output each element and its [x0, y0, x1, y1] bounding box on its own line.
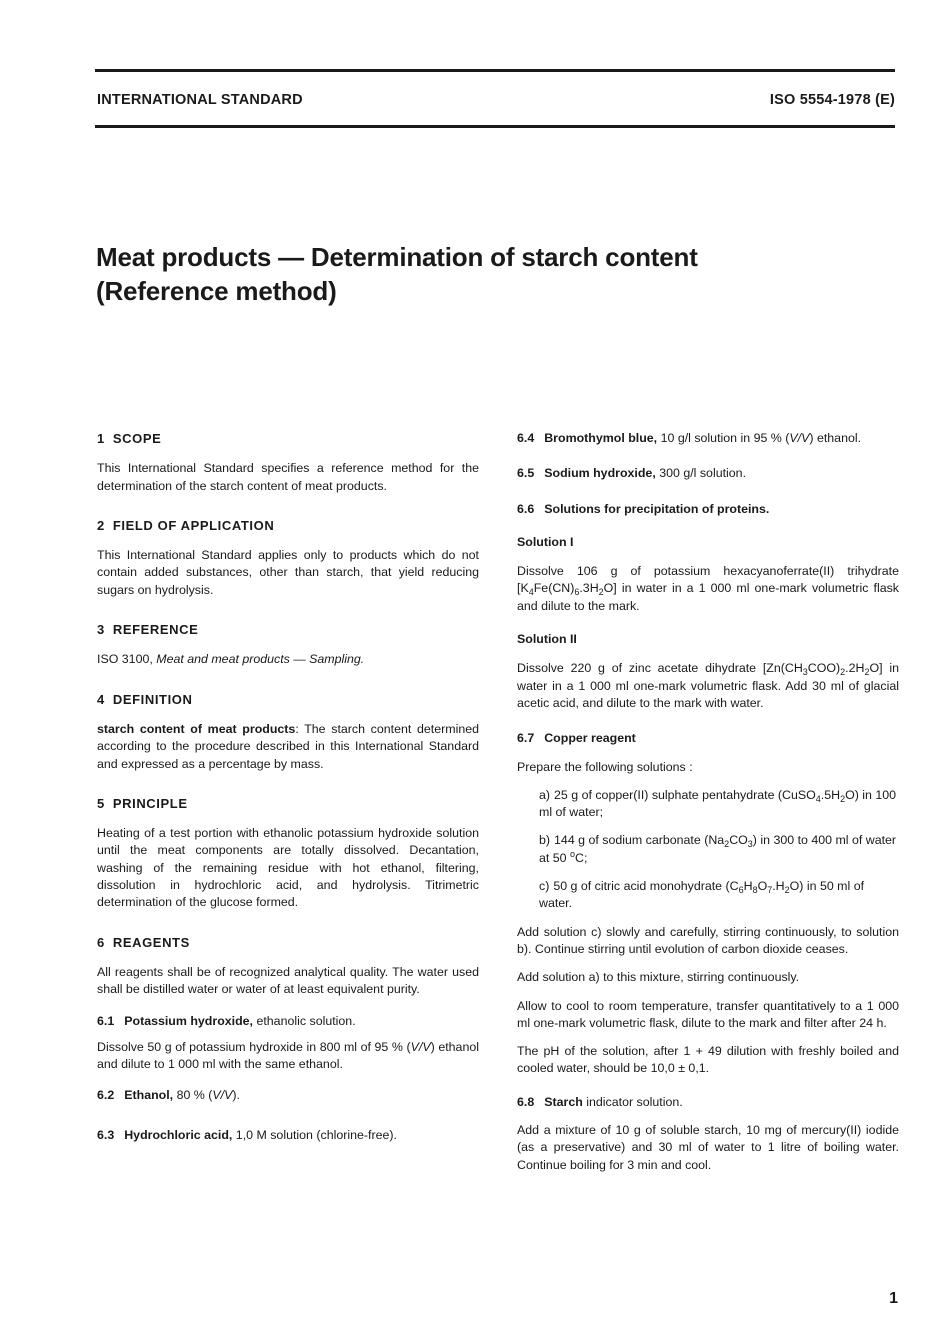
scope-text: This International Standard specifies a reference method for the determination of the starch content of meat products.: [97, 461, 479, 493]
header-standard-number: ISO 5554-1978 (E): [769, 92, 895, 108]
section-heading: 4 DEFINITION: [97, 691, 193, 707]
reagent-6-1-text: Dissolve 50 g of potassium hydroxide in 800 ml of 95 % (V/V) ethanol and dilute to 1 000 ml with the same ethanol.: [97, 1039, 479, 1072]
reagent-6-1-heading: 6.1 Potassium hydroxide, ethanolic solution.: [97, 1013, 356, 1028]
section-field-of-application: [97, 517, 479, 599]
section-heading: 2 FIELD OF APPLICATION: [97, 517, 275, 533]
starch-text: Add a mixture of 10 g of soluble starch, 10 mg of mercury(II) iodide (as a preservative) and 30 ml of water to 1 litre of boiling water. Continue boiling for 3 min and cool.: [517, 1123, 899, 1172]
top-rule: [95, 69, 895, 72]
reagent-6-2-heading: 6.2 Ethanol, 80 % (V/V).: [97, 1088, 240, 1103]
section-principle: [97, 795, 479, 912]
page-number: 1: [889, 1290, 898, 1307]
right-column: [517, 430, 899, 1185]
reagent-6-6-heading: 6.6 Solutions for precipitation of proteins.: [517, 501, 770, 516]
section-heading: 5 PRINCIPLE: [97, 795, 188, 811]
copper-step-1: Add solution c) slowly and carefully, stirring continuously, to solution b). Continue stirring until evolution of carbon dioxide ceases.: [517, 924, 899, 956]
title-line-1: Meat products — Determination of starch content: [96, 242, 698, 272]
copper-solution-c: c) 50 g of citric acid monohydrate $(C_6H_8O_7.H_2O)$ in 50 ml of water.: [539, 879, 865, 911]
copper-step-3: Allow to cool to room temperature, transfer quantitatively to a 1 000 ml one-mark volumetric flask, dilute to the mark and filter after 24 h.: [517, 998, 899, 1030]
copper-solution-b: b) 144 g of sodium carbonate $(Na_2CO_3)$ in 300 to 400 ml of water at 50 $^o$C;: [539, 833, 897, 865]
title-line-2: (Reference method): [96, 276, 337, 306]
section-heading: 1 SCOPE: [97, 431, 162, 446]
document-title: [96, 240, 698, 308]
reagent-6-8-heading: 6.8 Starch indicator solution.: [517, 1094, 683, 1109]
reference-text: ISO 3100, Meat and meat products — Sampling.: [97, 652, 365, 667]
copper-intro: Prepare the following solutions :: [517, 759, 693, 774]
section-heading: 6 REAGENTS: [97, 934, 190, 950]
solution-2-text: Dissolve 220 g of zinc acetate dihydrate $[Zn(CH_3COO)_2.2H_2O]$ in water in a 1 000 ml one-mark volumetric flask. Add 30 ml of glacial acetic acid, and dilute to the mark with water.: [517, 661, 899, 710]
definition-text: starch content of meat products: The starch content determined according to the procedure described in this International Standard and expressed as a percentage by mass.: [97, 721, 480, 771]
header-rule: [95, 125, 895, 128]
reagent-6-7-heading: 6.7 Copper reagent: [517, 731, 636, 746]
solution-2-label: Solution II: [517, 632, 577, 647]
reagent-6-5: 6.5 Sodium hydroxide, 300 g/l solution.: [517, 466, 747, 481]
copper-solution-a: a) 25 g of copper(II) sulphate pentahydrate $(CuSO_4.5H_2O)$ in 100 ml of water;: [539, 787, 897, 820]
section-definition: [97, 691, 479, 773]
header-standard-label: INTERNATIONAL STANDARD: [97, 92, 303, 108]
section-scope: [97, 430, 479, 495]
reagent-6-4: 6.4 Bromothymol blue, 10 g/l solution in 95 % (V/V) ethanol.: [517, 431, 862, 445]
copper-step-2: Add solution a) to this mixture, stirring continuously.: [517, 970, 800, 985]
reagents-text: All reagents shall be of recognized analytical quality. The water used shall be distilled water or water of at least equivalent purity.: [97, 964, 479, 997]
reagent-6-3-heading: 6.3 Hydrochloric acid, 1,0 M solution (chlorine-free).: [97, 1127, 397, 1142]
field-text: This International Standard applies only to products which do not contain added substances, other than starch, that yield reducing sugars on hydrolysis.: [97, 548, 479, 597]
section-reference: [97, 621, 479, 669]
left-column: [97, 430, 479, 1155]
copper-step-4: The pH of the solution, after 1 + 49 dilution with freshly boiled and cooled water, should be 10,0 ± 0,1.: [517, 1044, 899, 1076]
solution-1-label: Solution I: [517, 534, 574, 549]
section-reagents: [97, 934, 479, 999]
principle-text: Heating of a test portion with ethanolic potassium hydroxide solution until the meat components are totally dissolved. Decantation, washing of the remaining residue with hot ethanol, filtering, dissolution in hydrochloric acid, and hydrolysis. Titrimetric determination of the glucose formed.: [97, 826, 479, 910]
solution-1-text: Dissolve 106 g of potassium hexacyanoferrate(II) trihydrate $[K_4Fe(CN)_6.3H_2O]$ in water in a 1 000 ml one-mark volumetric flask and dilute to the mark.: [517, 564, 899, 613]
section-heading: 3 REFERENCE: [97, 622, 199, 638]
